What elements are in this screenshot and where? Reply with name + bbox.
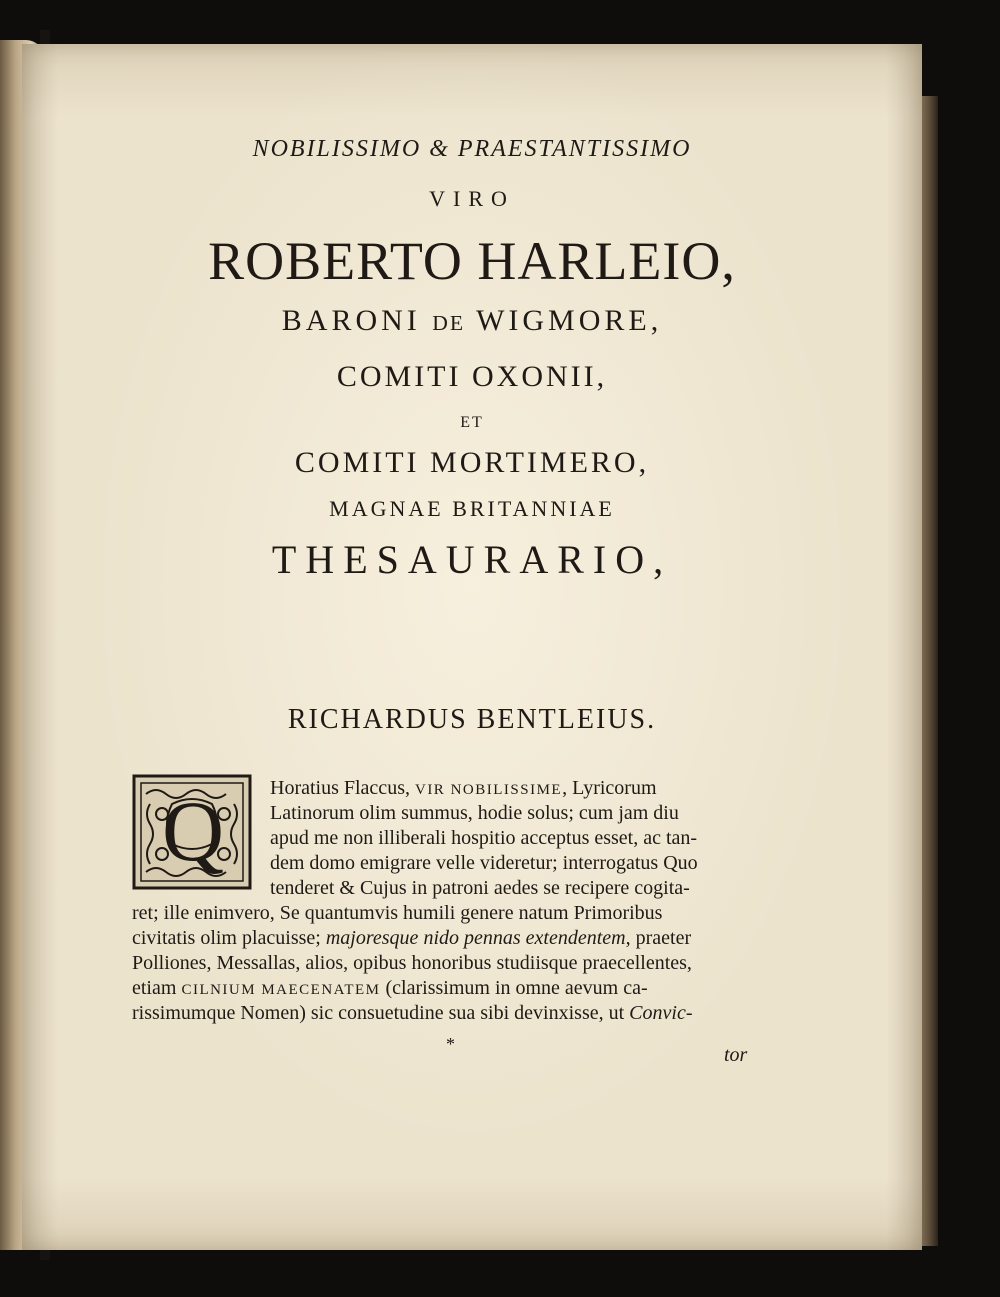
book-page xyxy=(22,44,922,1250)
wigmore-word: WIGMORE, xyxy=(476,304,663,337)
dedicatee-name: ROBERTO HARLEIO, xyxy=(208,231,736,291)
thesaurario-line: THESAURARIO, xyxy=(271,537,673,582)
ornamental-initial xyxy=(132,774,254,894)
line7-italic: majoresque nido pennas extendentem xyxy=(325,927,626,949)
baroni-line xyxy=(22,304,922,338)
magnae-britanniae-line: MAGNAE BRITANNIAE xyxy=(329,496,615,521)
line9-text-a: etiam xyxy=(132,977,182,999)
line9-text-b: (clarissimum in omne aevum ca- xyxy=(380,977,648,999)
de-word: DE xyxy=(432,311,466,335)
text-line-7 xyxy=(132,928,691,948)
text-line-8: Polliones, Messallas, alios, opibus honoribus studiisque praecellentes, xyxy=(132,952,692,974)
baroni-word: BARONI xyxy=(281,304,421,337)
line9-smallcaps: CILNIUM MAECENATEM xyxy=(181,982,381,998)
line1-smallcaps: VIR NOBILISSIME xyxy=(414,782,563,798)
line10-text-a: rissimumque Nomen) sic consuetudine sua sibi devinxisse, ut xyxy=(132,1002,630,1024)
comiti-oxonii-line: COMITI OXONII, xyxy=(336,360,608,393)
signature-mark: * xyxy=(446,1034,455,1054)
line1-text-a: Horatius Flaccus, xyxy=(270,777,415,799)
et-line: ET xyxy=(460,414,484,431)
catchword: tor xyxy=(724,1044,748,1066)
text-line-2: Latinorum olim summus, hodie solus; cum jam diu xyxy=(270,802,679,824)
line7-text-a: civitatis olim placuisse; xyxy=(132,927,326,949)
text-line-9 xyxy=(132,978,648,998)
text-line-6: ret; ille enimvero, Se quantumvis humili genere natum Primoribus xyxy=(132,902,663,924)
text-line-10 xyxy=(132,1003,692,1023)
text-line-4: dem domo emigrare velle videretur; interrogatus Quo xyxy=(270,852,698,874)
author-line: RICHARDUS BENTLEIUS. xyxy=(287,704,657,735)
text-line-3: apud me non illiberali hospitio acceptus esset, ac tan- xyxy=(270,827,698,849)
line1-text-b: , Lyricorum xyxy=(562,777,657,799)
text-line-1 xyxy=(270,778,657,798)
line10-italic: Convic- xyxy=(629,1002,693,1024)
viro-line: VIRO xyxy=(429,186,515,211)
comiti-mortimero-line: COMITI MORTIMERO, xyxy=(294,446,650,479)
initial-letter: Q xyxy=(161,783,225,879)
text-line-5: tenderet & Cujus in patroni aedes se recipere cogita- xyxy=(270,877,690,899)
line7-text-b: , praeter xyxy=(625,927,692,949)
dedication-line: NOBILISSIMO & PRAESTANTISSIMO xyxy=(252,136,692,162)
ornamental-initial-graphic xyxy=(132,774,254,894)
